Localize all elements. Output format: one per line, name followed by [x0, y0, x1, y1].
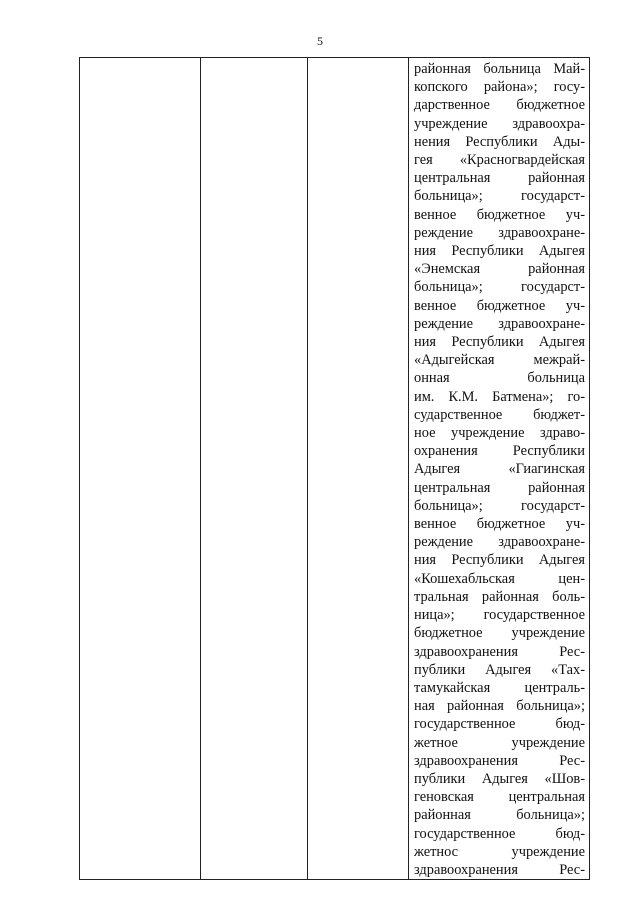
text-line: жетнос учреждение [414, 843, 585, 860]
text-line: ния Республики Адыгея [414, 552, 585, 569]
text-line: гея «Красногвардейская [414, 152, 585, 169]
text-line: государственное бюд- [414, 825, 585, 842]
text-line: ная районная больница»; [414, 698, 585, 715]
text-line: ния Республики Адыгея [414, 243, 585, 260]
text-line: копского района»; госу- [414, 79, 585, 96]
text-line: учреждение здравоохра- [414, 115, 585, 132]
text-line: «Кошехабльская цен- [414, 570, 585, 587]
text-line: тамукайская централь- [414, 679, 585, 696]
text-line: дарственное бюджетное [414, 97, 585, 114]
text-line: геновская центральная [414, 789, 585, 806]
text-line: публики Адыгея «Шов- [414, 770, 585, 787]
text-line: венное бюджетное уч- [414, 297, 585, 314]
table-cell-col2 [201, 58, 308, 880]
text-line: жетное учреждение [414, 734, 585, 751]
text-line: бюджетное учреждение [414, 625, 585, 642]
text-line: районная больница Май- [414, 61, 585, 77]
text-line: государственное бюд- [414, 716, 585, 733]
text-line: им. К.М. Батмена»; го- [414, 388, 585, 405]
text-line: здравоохранения Рес- [414, 752, 585, 769]
text-line: реждение здравоохране- [414, 534, 585, 551]
text-line: больница»; государст- [414, 188, 585, 205]
text-line: реждение здравоохране- [414, 315, 585, 332]
table-cell-col3 [308, 58, 409, 880]
text-line: больница»; государст- [414, 497, 585, 514]
text-line: центральная районная [414, 170, 585, 187]
text-line: ное учреждение здраво- [414, 425, 585, 442]
text-line: «Адыгейская межрай- [414, 352, 585, 369]
text-line: нения Республики Ады- [414, 133, 585, 150]
text-line: публики Адыгея «Тах- [414, 661, 585, 678]
table-cell-col1 [80, 58, 201, 880]
text-line: онная больница [414, 370, 585, 387]
text-line: больница»; государст- [414, 279, 585, 296]
document-table [79, 57, 590, 880]
text-line: «Энемская районная [414, 261, 585, 278]
institutions-text [409, 58, 589, 879]
text-line: тральная районная боль- [414, 588, 585, 605]
table-row [80, 58, 590, 880]
text-line: центральная районная [414, 479, 585, 496]
text-line: охранения Республики [414, 443, 585, 460]
page-number: 5 [317, 34, 323, 48]
text-line: венное бюджетное уч- [414, 516, 585, 533]
text-line: районная больница»; [414, 807, 585, 824]
text-line: реждение здравоохране- [414, 224, 585, 241]
text-line: сударственное бюджет- [414, 406, 585, 423]
text-line: здравоохранения Рес- [414, 861, 585, 878]
text-line: ница»; государственное [414, 607, 585, 624]
table-cell-col4 [409, 58, 590, 880]
text-line: венное бюджетное уч- [414, 206, 585, 223]
text-line: здравоохранения Рес- [414, 643, 585, 660]
text-line: Адыгея «Гиагинская [414, 461, 585, 478]
text-line: ния Республики Адыгея [414, 334, 585, 351]
